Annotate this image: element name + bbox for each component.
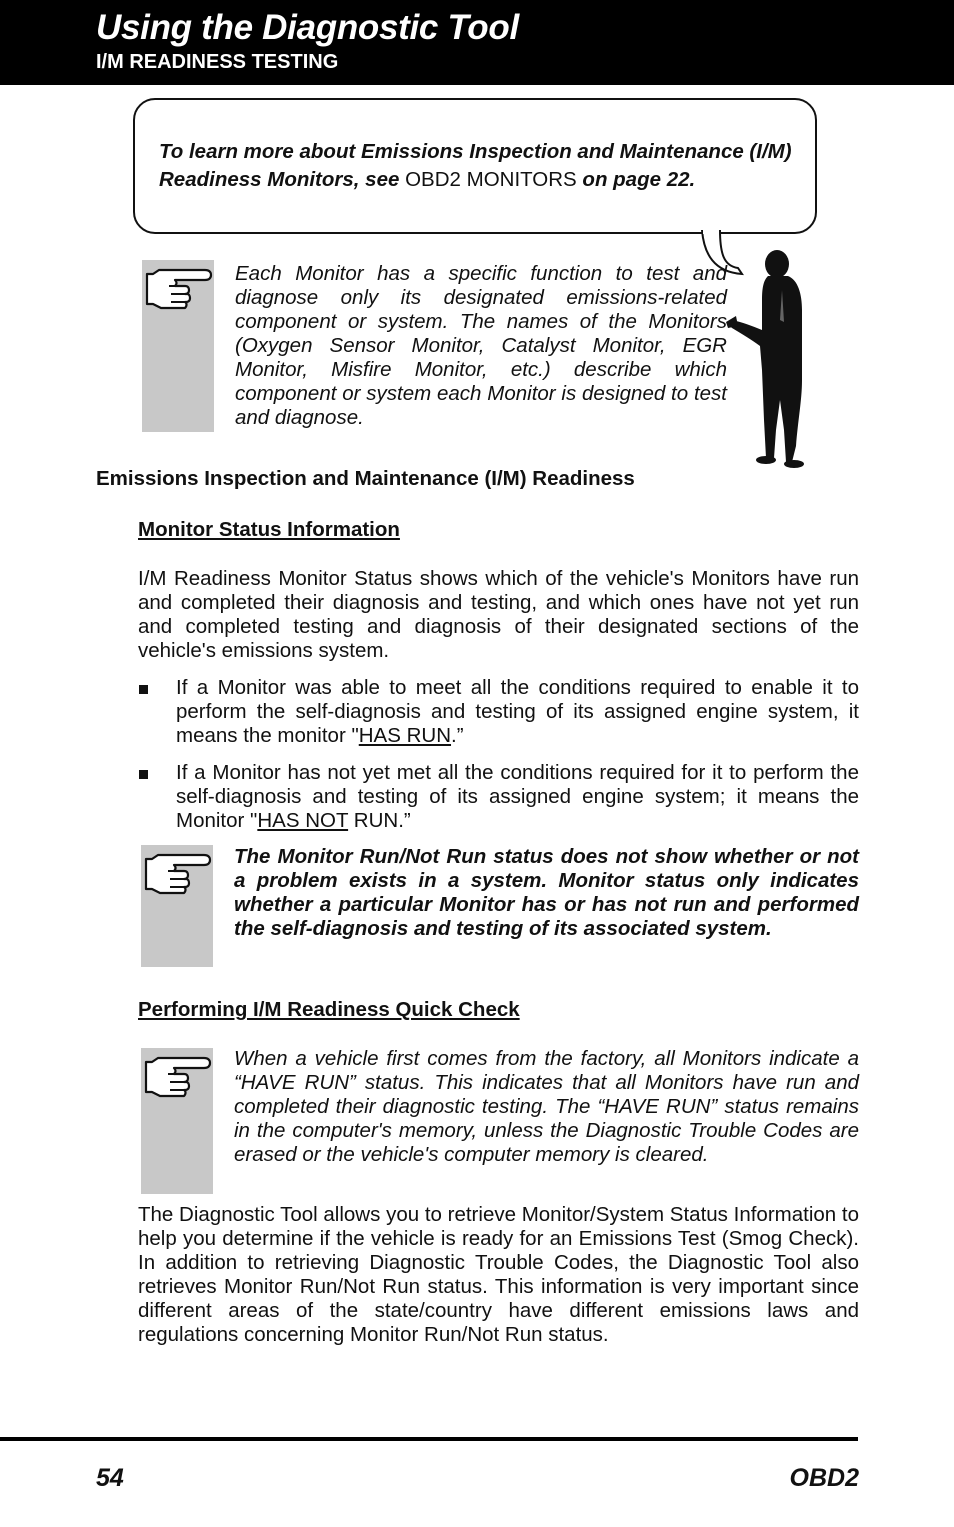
note-factory-status: When a vehicle first comes from the factory, all Monitors indicate a “HAVE RUN” status. This indicates that all Monitors have run and completed their diagnostic testing. The “HAVE RUN” status remains in the computer's memory, unless the Diagnostic Trouble Codes are erased or the vehicle's computer memory is cleared. [234, 1047, 859, 1166]
quick-check-body: The Diagnostic Tool allows you to retrieve Monitor/System Status Information to help you determine if the vehicle is ready for an Emissions Test (Smog Check). In addition to retrieving Diagnostic Trouble Codes, the Diagnostic Tool also retrieves Monitor Run/Not Run status. This information is very important since different areas of the state/country have different emissions laws and regulations concerning Monitor Run/Not Run status. [138, 1203, 859, 1346]
pointing-hand-icon [145, 266, 213, 314]
footer-label: OBD2 [789, 1464, 859, 1492]
page-header [0, 0, 954, 85]
pointing-hand-icon [144, 851, 212, 899]
bullet-has-not-run [176, 761, 859, 833]
callout-reference: OBD2 MONITORS [405, 168, 577, 191]
note-icon-box [142, 260, 214, 432]
subheading-quick-check: Performing I/M Readiness Quick Check [138, 998, 520, 1021]
speech-bubble [133, 98, 817, 234]
footer-divider [0, 1437, 858, 1441]
bullet-has-run [176, 676, 859, 748]
bullet2-text-b: RUN.” [348, 809, 411, 832]
pointing-hand-icon [144, 1054, 212, 1102]
note-icon-box [141, 1048, 213, 1194]
bullet1-has-run-term: HAS RUN [358, 724, 452, 747]
callout-bold-1: To learn more about Emissions Inspection and Maintenance (I/M) Readiness Monitors, see [159, 140, 792, 191]
page-number: 54 [96, 1464, 124, 1492]
note-monitor-function: Each Monitor has a specific function to test and diagnose only its designated emissions-related component or system. The names of the Monitors (Oxygen Sensor Monitor, Catalyst Monitor, EGR Monitor, Misfire Monitor, etc.) describe which component or system each Monitor is designed to test and diagnose. [235, 262, 727, 429]
bullet2-has-not-term: HAS NOT [257, 809, 349, 832]
note-run-status-meaning: The Monitor Run/Not Run status does not show whether or not a problem exists in a system. Monitor status only indicates whether a particular Monitor has or has not run and performed the self-diagnosis and testing of its associated system. [234, 845, 859, 940]
note-icon-box [141, 845, 213, 967]
bullet2-text-a: If a Monitor has not yet met all the conditions required for it to perform the self-diagnosis and testing of its assigned engine system; it means the Monitor " [176, 761, 859, 832]
callout-bold-2: on page 22. [582, 168, 696, 191]
section-heading: Emissions Inspection and Maintenance (I/M) Readiness [96, 467, 635, 490]
monitor-status-intro: I/M Readiness Monitor Status shows which of the vehicle's Monitors have run and completed their diagnosis and testing, and which ones have not yet run and completed testing and diagnosis of their designated sections of the vehicle's emissions system. [138, 567, 859, 662]
page-title: Using the Diagnostic Tool [96, 8, 519, 47]
callout-text [159, 138, 801, 194]
page-subtitle: I/M READINESS TESTING [96, 51, 339, 73]
subheading-monitor-status: Monitor Status Information [138, 518, 400, 541]
bullet-marker [139, 685, 148, 694]
bullet-marker [139, 770, 148, 779]
standing-man-figure [722, 250, 812, 470]
bullet1-text-a: If a Monitor was able to meet all the conditions required to enable it to perform the self-diagnosis and testing of its assigned engine system, it means the monitor " [176, 676, 859, 747]
bullet1-text-b: .” [451, 724, 464, 747]
